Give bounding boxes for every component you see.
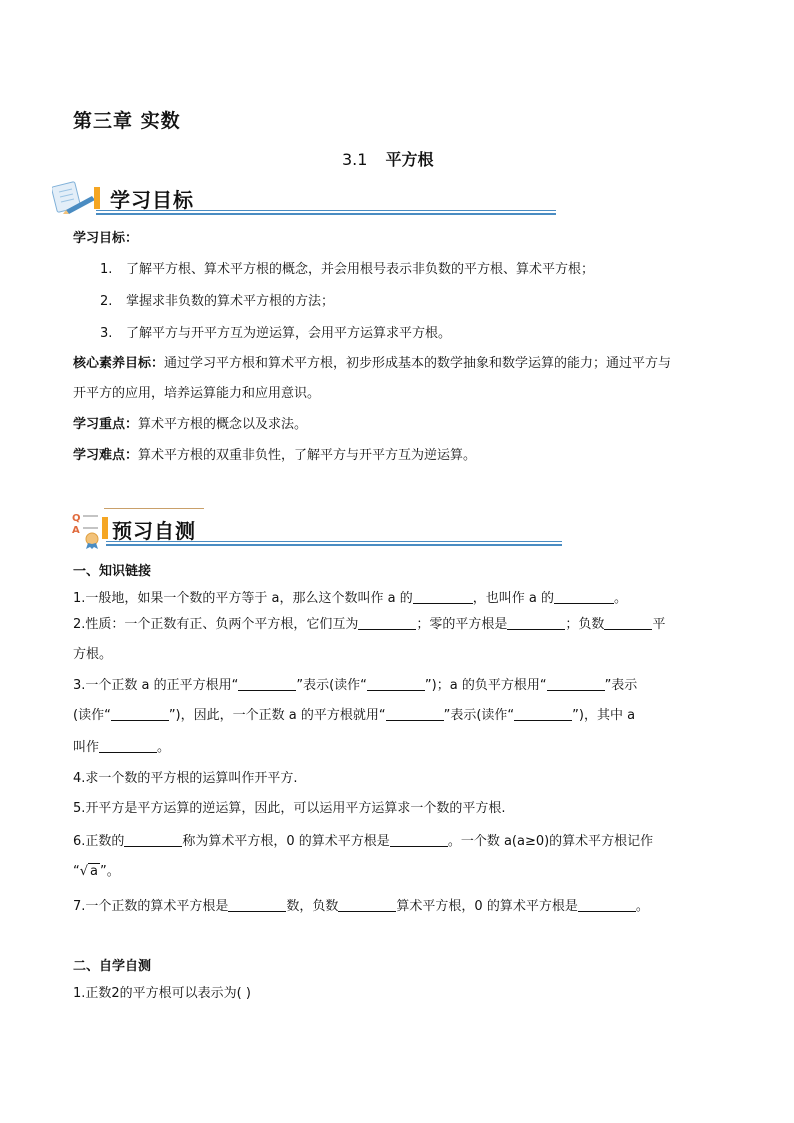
question-line-3-cont: (读作“ ”)，因此，一个正数 a 的平方根就用“ ”表示(读作“ ”)，其中 a	[73, 708, 636, 723]
answer-blank[interactable]	[514, 708, 572, 721]
part2-question-1: 1.正数2的平方根可以表示为( )	[73, 986, 251, 1001]
question-line-5: 5.开平方是平方运算的逆运算，因此，可以运用平方运算求一个数的平方根.	[73, 801, 506, 816]
answer-blank[interactable]	[547, 678, 605, 691]
question-line-2-cont: 方根。	[73, 647, 113, 662]
pencil-ruler-icon	[52, 180, 100, 216]
section-title	[342, 147, 433, 170]
banner-accent-bar	[102, 517, 108, 539]
question-line-6-cont: “√ a ”。	[73, 864, 120, 879]
answer-blank[interactable]	[238, 678, 296, 691]
answer-blank[interactable]	[386, 708, 444, 721]
objectives-label: 学习目标：	[73, 231, 139, 246]
section-number: 3.1	[342, 150, 368, 169]
question-line-3: 3.一个正数 a 的正平方根用“ ”表示(读作“ ”)；a 的负平方根用“ ”表示	[73, 678, 638, 693]
difficult-point: 学习难点：算术平方根的双重非负性，了解平方与开平方互为逆运算。	[73, 448, 477, 463]
key-point: 学习重点：算术平方根的概念以及求法。	[73, 417, 308, 432]
question-line-3-end: 叫作 。	[73, 740, 171, 755]
question-line-7: 7.一个正数的算术平方根是 数，负数 算术平方根，0 的算术平方根是 。	[73, 899, 649, 914]
answer-blank[interactable]	[124, 834, 182, 847]
answer-blank[interactable]	[554, 591, 614, 604]
banner-learning-goals-title: 学习目标	[110, 188, 194, 212]
question-line-4: 4.求一个数的平方根的运算叫作开平方.	[73, 771, 298, 786]
answer-blank[interactable]	[390, 834, 448, 847]
banner-preview-test-title: 预习自测	[112, 519, 196, 543]
banner-accent-bar	[94, 187, 100, 209]
answer-blank[interactable]	[578, 899, 636, 912]
part1-heading: 一、知识链接	[73, 564, 152, 579]
answer-blank[interactable]	[228, 899, 286, 912]
section-name: 平方根	[385, 150, 434, 169]
question-line-1: 1.一般地，如果一个数的平方等于 a，那么这个数叫作 a 的 ，也叫作 a 的 。	[73, 591, 627, 606]
answer-blank[interactable]	[367, 678, 425, 691]
objective-item-2: 2. 掌握求非负数的算术平方根的方法；	[100, 294, 335, 309]
qa-award-icon	[70, 510, 102, 550]
core-goal-line-1: 核心素养目标：通过学习平方根和算术平方根，初步形成基本的数学抽象和数学运算的能力；通过平方与	[73, 356, 672, 371]
svg-text:A: A	[72, 525, 80, 536]
core-goal-line-2: 开平方的应用，培养运算能力和应用意识。	[73, 386, 321, 401]
question-line-6: 6.正数的 称为算术平方根，0 的算术平方根是 。一个数 a(a≥0)的算术平方根记作	[73, 834, 654, 849]
objective-item-1: 1. 了解平方根、算术平方根的概念，并会用根号表示非负数的平方根、算术平方根；	[100, 262, 595, 277]
banner-learning-goals	[52, 178, 562, 218]
answer-blank[interactable]	[338, 899, 396, 912]
answer-blank[interactable]	[604, 617, 652, 630]
part2-heading: 二、自学自测	[73, 959, 152, 974]
question-line-2: 2.性质：一个正数有正、负两个平方根，它们互为 ；零的平方根是 ；负数 平	[73, 617, 666, 632]
answer-blank[interactable]	[507, 617, 565, 630]
answer-blank[interactable]	[99, 740, 157, 753]
sqrt-symbol: √ a	[79, 864, 99, 879]
chapter-title: 第三章 实数	[73, 110, 181, 132]
objective-item-3: 3. 了解平方与开平方互为逆运算，会用平方运算求平方根。	[100, 326, 452, 341]
answer-blank[interactable]	[111, 708, 169, 721]
banner-preview-test	[70, 506, 570, 550]
svg-text:Q: Q	[72, 513, 81, 524]
answer-blank[interactable]	[413, 591, 473, 604]
answer-blank[interactable]	[358, 617, 416, 630]
